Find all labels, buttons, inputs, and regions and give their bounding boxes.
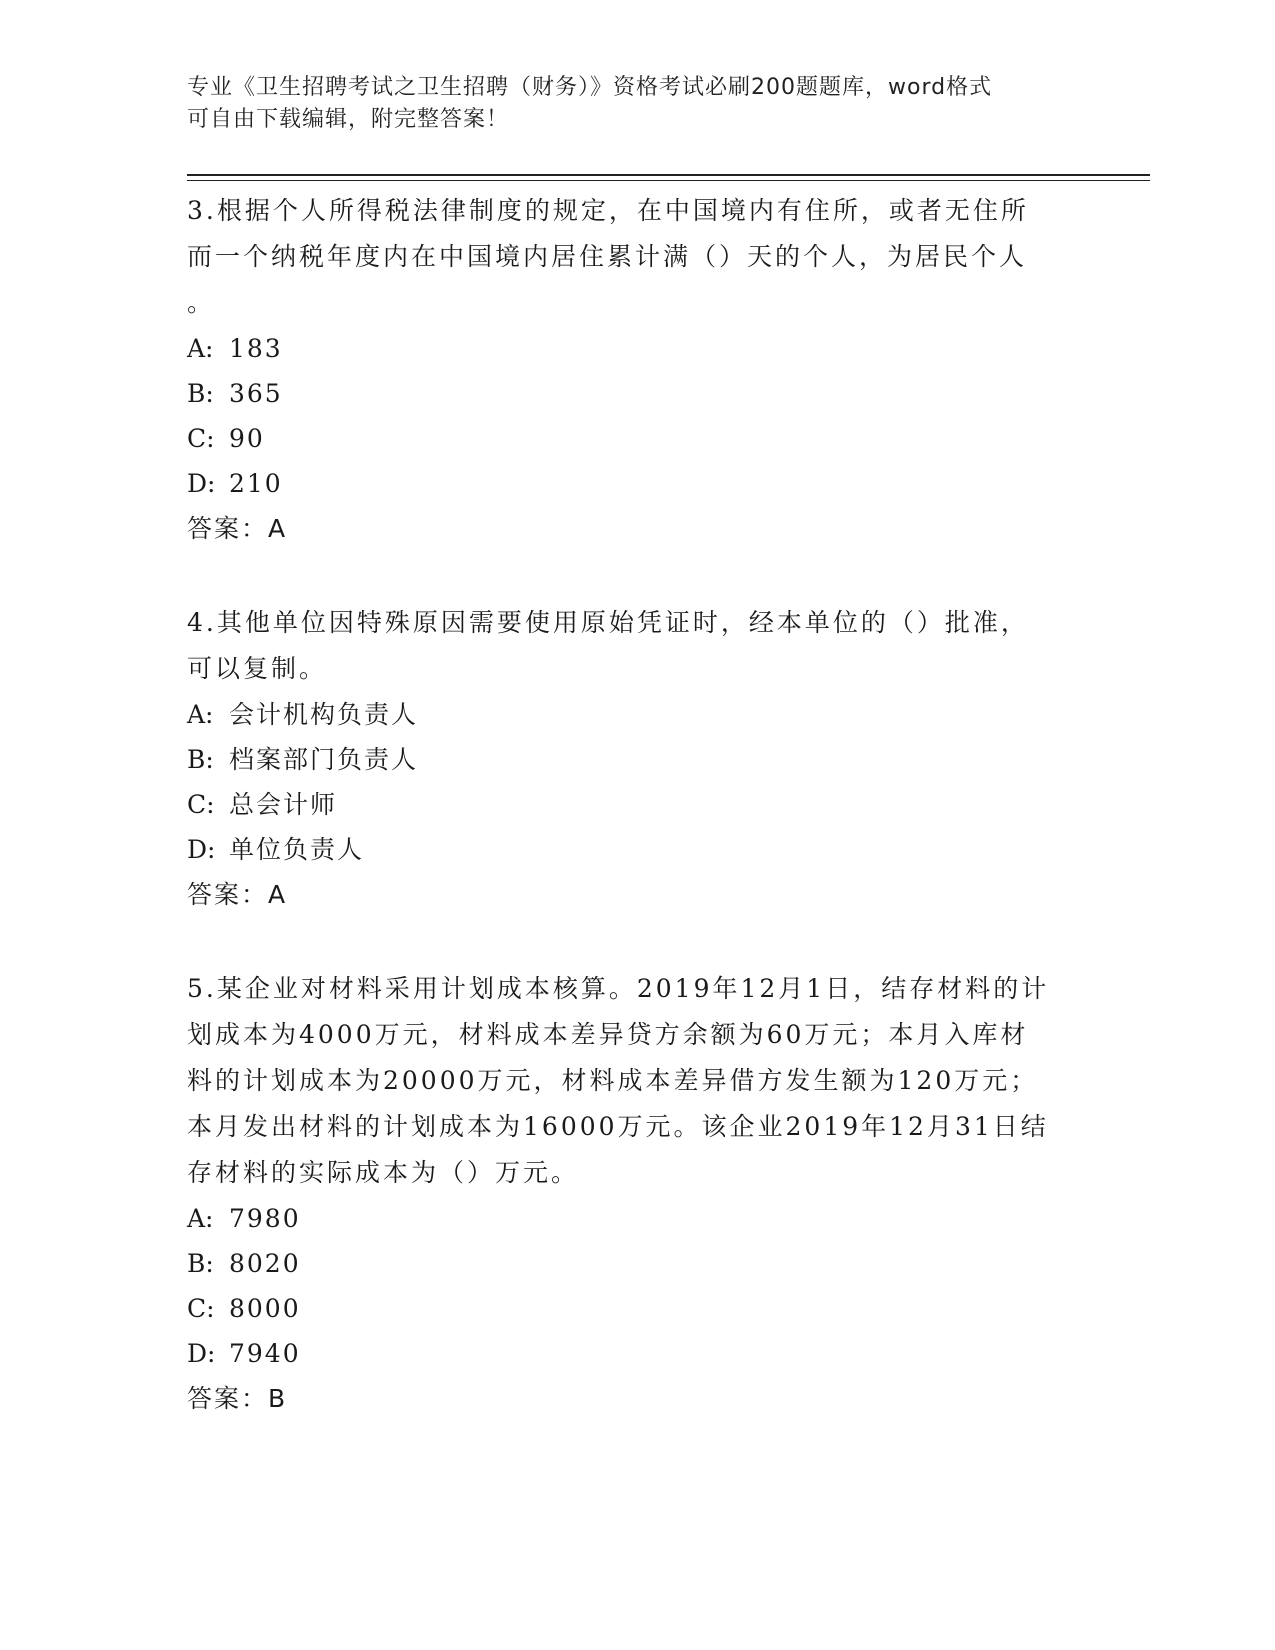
question-5-option-d [187, 1331, 1087, 1376]
question-4-option-c [187, 782, 1087, 827]
question-4-option-b [187, 737, 1087, 782]
header-divider-thin [187, 180, 1150, 181]
question-3-line-3: 。 [187, 288, 216, 317]
option-text: 90 [229, 424, 265, 453]
question-3-option-b [187, 371, 1087, 416]
question-5-answer: 答案：B [187, 1384, 288, 1413]
option-text: 7940 [229, 1339, 301, 1368]
question-3-option-d [187, 461, 1087, 506]
option-letter: A: [187, 700, 214, 729]
option-letter: A: [187, 1204, 214, 1233]
option-text: 7980 [229, 1204, 301, 1233]
question-4-answer: 答案：A [187, 880, 288, 909]
document-header [187, 72, 1067, 136]
option-letter: B: [187, 1249, 214, 1278]
question-4-option-a [187, 692, 1087, 737]
question-5-line-2: 划成本为4000万元，材料成本差异贷方余额为60万元；本月入库材 [187, 1020, 1029, 1049]
question-5-line-4: 本月发出材料的计划成本为16000万元。该企业2019年12月31日结 [187, 1112, 1049, 1141]
option-text: 8000 [229, 1294, 301, 1323]
option-letter: D: [187, 835, 216, 864]
option-letter: D: [187, 469, 216, 498]
option-letter: A: [187, 334, 214, 363]
question-4-option-d [187, 827, 1087, 872]
question-3-answer: 答案：A [187, 514, 288, 543]
question-5-option-a [187, 1196, 1087, 1241]
header-line-1: 专业《卫生招聘考试之卫生招聘（财务）》资格考试必刷200题题库，word格式 [187, 75, 993, 100]
option-text: 183 [229, 334, 283, 363]
question-list [187, 188, 1087, 1422]
question-4-line-1: 4.其他单位因特殊原因需要使用原始凭证时，经本单位的（）批准， [187, 608, 1029, 637]
option-letter: C: [187, 790, 215, 819]
option-letter: C: [187, 424, 215, 453]
option-letter: D: [187, 1339, 216, 1368]
question-3-option-a [187, 326, 1087, 371]
header-divider-thick [187, 174, 1150, 176]
question-3-line-2: 而一个纳税年度内在中国境内居住累计满（）天的个人，为居民个人 [187, 242, 1028, 271]
option-text: 总会计师 [229, 790, 338, 819]
option-text: 单位负责人 [229, 835, 365, 864]
question-3 [187, 188, 1087, 552]
option-text: 档案部门负责人 [229, 745, 419, 774]
question-5-line-1: 5.某企业对材料采用计划成本核算。2019年12月1日，结存材料的计 [187, 974, 1050, 1003]
option-text: 会计机构负责人 [229, 700, 419, 729]
question-5-line-5: 存材料的实际成本为（）万元。 [187, 1158, 580, 1187]
question-5 [187, 966, 1087, 1422]
question-5-line-3: 料的计划成本为20000万元，材料成本差异借方发生额为120万元； [187, 1066, 1039, 1095]
option-letter: B: [187, 379, 214, 408]
option-text: 8020 [229, 1249, 301, 1278]
question-5-option-b [187, 1241, 1087, 1286]
option-letter: C: [187, 1294, 215, 1323]
question-5-option-c [187, 1286, 1087, 1331]
question-4 [187, 600, 1087, 918]
header-line-2: 可自由下载编辑，附完整答案！ [187, 107, 510, 132]
question-3-option-c [187, 416, 1087, 461]
option-text: 365 [229, 379, 283, 408]
option-text: 210 [229, 469, 283, 498]
question-3-line-1: 3.根据个人所得税法律制度的规定，在中国境内有住所，或者无住所 [187, 196, 1029, 225]
question-4-line-2: 可以复制。 [187, 654, 328, 683]
option-letter: B: [187, 745, 214, 774]
